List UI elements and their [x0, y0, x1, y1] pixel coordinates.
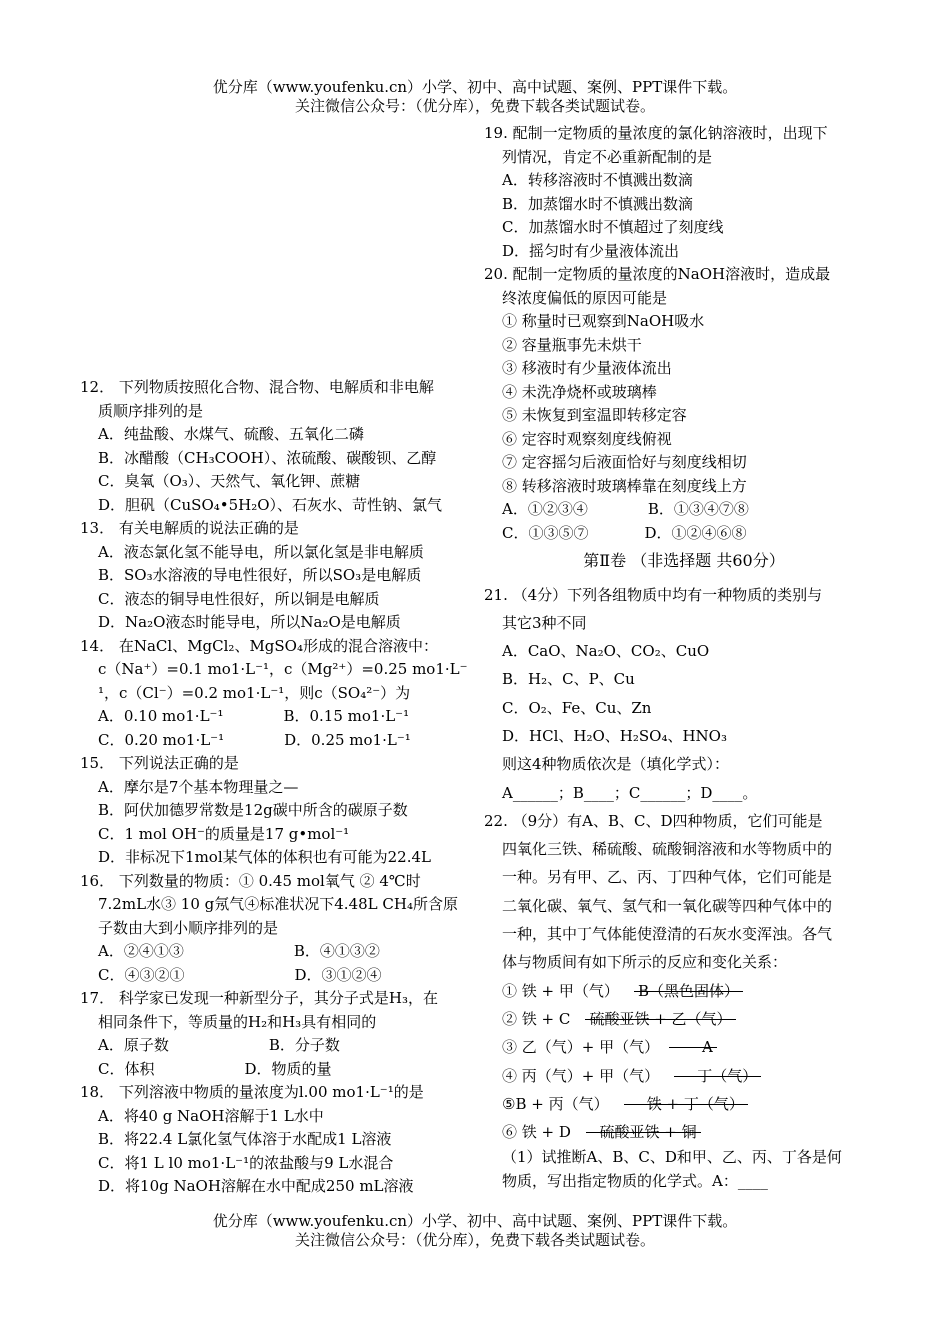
q22-stem: 22. （9分）有A、B、C、D四种物质，它们可能是: [484, 811, 823, 830]
q12-option-b: B．冰醋酸（CH₃COOH）、浓硫酸、碳酸钡、乙醇: [98, 448, 437, 467]
q22-stem-line-4: 二氧化碳、氧气、氢气和一氧化碳等四种气体中的: [502, 896, 833, 915]
reaction-3-right: A: [702, 1038, 713, 1057]
q13-option-c: C．液态的铜导电性很好，所以铜是电解质: [98, 589, 380, 608]
q13-option-a: A．液态氯化氢不能导电，所以氯化氢是非电解质: [98, 542, 424, 561]
footer-line-1: 优分库（www.youfenku.cn）小学、初中、高中试题、案例、PPT课件下载。: [212, 1212, 738, 1230]
q14-option-a: A．0.10 mo1·L⁻¹: [98, 707, 224, 725]
q21-option-c: C．O₂、Fe、Cu、Zn: [502, 698, 652, 717]
q19-option-d: D．摇匀时有少量液体流出: [502, 241, 680, 260]
q19-stem-cont: 列情况，肯定不必重新配制的是: [502, 147, 713, 166]
question-21: [484, 581, 884, 807]
q20-option-b: B．①③④⑦⑧: [647, 500, 749, 518]
q13-stem: 13． 有关电解质的说法正确的是: [80, 519, 299, 537]
q18-option-c: C．将1 L l0 mo1·L⁻¹的浓盐酸与9 L水混合: [98, 1153, 394, 1172]
q22-reaction-2: [484, 1005, 884, 1033]
question-19: [484, 122, 884, 263]
q18-option-b: B．将22.4 L氯化氢气体溶于水配成1 L溶液: [98, 1130, 392, 1148]
q14-option-b: B．0.15 mo1·L⁻¹: [283, 707, 410, 725]
q17-option-d: D．物质的量: [244, 1059, 332, 1078]
reaction-5-arrow: [628, 1090, 744, 1118]
q20-item-1: ① 称量时已观察到NaOH吸水: [502, 312, 705, 330]
reaction-3-left: ③ 乙（气）+ 甲（气）: [502, 1038, 660, 1057]
q18-option-a: A．将40 g NaOH溶解于1 L水中: [98, 1106, 324, 1125]
q18-option-d: D．将10g NaOH溶解在水中配成250 mL溶液: [98, 1177, 414, 1195]
q14-option-c: C．0.20 mo1·L⁻¹: [98, 730, 225, 749]
q17-option-c: C．体积: [98, 1059, 155, 1078]
q14-options-ab: [80, 705, 480, 729]
q20-item-3: ③ 移液时有少量液体流出: [502, 359, 672, 377]
q20-item-7: ⑦ 定容摇匀后液面恰好与刻度线相切: [502, 453, 747, 471]
q17-stem-cont: 相同条件下，等质量的H₂和H₃具有相同的: [98, 1012, 377, 1031]
q22-sub1-cont: 物质，写出指定物质的化学式。A：____: [502, 1171, 768, 1190]
q15-option-a: A．摩尔是7个基本物理量之—: [98, 777, 299, 796]
q22-reaction-3: [484, 1033, 884, 1061]
q18-stem: 18． 下列溶液中物质的量浓度为l.00 mo1·L⁻¹的是: [80, 1083, 424, 1101]
q13-option-d: D．Na₂O液态时能导电，所以Na₂O是电解质: [98, 613, 401, 631]
q22-reaction-1: [484, 977, 884, 1005]
section-2-title: 第Ⅱ卷 （非选择题 共60分）: [583, 551, 785, 570]
reaction-3-arrow: [673, 1033, 712, 1061]
q20-options-cd: [484, 522, 884, 546]
q21-prompt: 则这4种物质依次是（填化学式）：: [502, 755, 730, 774]
q21-option-a: A．CaO、Na₂O、CO₂、CuO: [502, 642, 710, 661]
q20-item-8: ⑧ 转移溶液时玻璃棒靠在刻度线上方: [502, 476, 747, 495]
q22-reaction-6: [484, 1118, 884, 1146]
q22-stem-line-2: 四氧化三铁、稀硫酸、硫酸铜溶液和水等物质中的: [502, 840, 833, 859]
reaction-6-right: 硫酸亚铁 + 铜: [599, 1123, 697, 1142]
reaction-1-arrow: [638, 977, 739, 1005]
q20-stem: 20. 配制一定物质的量浓度的NaOH溶液时，造成最: [484, 265, 831, 283]
q19-option-c: C．加蒸馏水时不慎超过了刻度线: [502, 218, 724, 236]
q20-stem-cont: 终浓度偏低的原因可能是: [502, 288, 668, 307]
footer-line-2: 关注微信公众号：（优分库），免费下载各类试题试卷。: [294, 1231, 655, 1249]
q16-options-ab: [80, 940, 480, 964]
question-15: [80, 752, 480, 870]
q22-sub1: （1）试推断A、B、C、D和甲、乙、丙、丁各是何: [502, 1148, 842, 1167]
question-17: [80, 987, 480, 1081]
q21-stem-cont: 其它3种不同: [502, 613, 587, 632]
reaction-4-left: ④ 丙（气）+ 甲（气）: [502, 1066, 660, 1085]
q17-option-a: A．原子数: [98, 1036, 169, 1054]
q20-option-c: C．①③⑤⑦: [502, 523, 589, 542]
page-header: [0, 78, 950, 116]
q12-stem-cont: 质顺序排列的是: [98, 401, 204, 420]
q12-option-c: C．臭氧（O₃）、天然气、氧化钾、蔗糖: [98, 472, 361, 490]
q20-item-5: ⑤ 未恢复到室温即转移定容: [502, 406, 687, 424]
question-20: [484, 263, 884, 545]
q19-stem: 19. 配制一定物质的量浓度的氯化钠溶液时，出现下: [484, 124, 828, 142]
q19-option-b: B．加蒸馏水时不慎溅出数滴: [502, 194, 694, 213]
question-12: [80, 376, 480, 517]
reaction-1-right: B（黑色固体）: [637, 981, 739, 1000]
q16-stem-cont: 7.2mL水③ 10 g氖气④标准状况下4.48L CH₄所含原: [98, 895, 458, 913]
q14-stem-cont: c（Na⁺）=0.1 mo1·L⁻¹，c（Mg²⁺）=0.25 mo1·L⁻: [98, 660, 468, 678]
q19-option-a: A．转移溶液时不慎溅出数滴: [502, 171, 693, 189]
reaction-2-arrow: [589, 1005, 731, 1033]
reaction-4-arrow: [678, 1062, 757, 1090]
q17-option-b: B．分子数: [268, 1036, 340, 1054]
reaction-4-right: 丁（气）: [697, 1066, 758, 1085]
question-22: [484, 807, 884, 1194]
question-13: [80, 517, 480, 635]
q17-stem: 17． 科学家已发现一种新型分子，其分子式是H₃，在: [80, 989, 438, 1007]
q13-option-b: B．SO₃水溶液的导电性很好，所以SO₃是电解质: [98, 566, 422, 584]
q17-options-ab: [80, 1034, 480, 1058]
left-column: [80, 376, 480, 1199]
q12-option-d: D．胆矾（CuSO₄•5H₂O）、石灰水、苛性钠、氯气: [98, 495, 443, 514]
q17-options-cd: [80, 1058, 480, 1082]
q12-option-a: A．纯盐酸、水煤气、硫酸、五氧化二磷: [98, 425, 364, 443]
q22-stem-line-6: 体与物质间有如下所示的反应和变化关系：: [502, 953, 788, 972]
q15-option-b: B．阿伏加德罗常数是12g碳中所含的碳原子数: [98, 801, 408, 819]
header-line-2: 关注微信公众号：（优分库），免费下载各类试题试卷。: [294, 97, 655, 115]
q15-option-d: D．非标况下1mol某气体的体积也有可能为22.4L: [98, 848, 431, 866]
q22-reaction-4: [484, 1062, 884, 1090]
q16-stem-cont-2: 子数由大到小顺序排列的是: [98, 918, 279, 937]
q16-stem: 16． 下列数量的物质：① 0.45 mol氧气 ② 4℃时: [80, 871, 421, 890]
reaction-2-right: 硫酸亚铁 + 乙（气）: [589, 1009, 732, 1028]
q14-option-d: D．0.25 mo1·L⁻¹: [284, 730, 411, 749]
reaction-1-left: ① 铁 + 甲（气）: [502, 981, 619, 1000]
q21-option-d: D．HCl、H₂O、H₂SO₄、HNO₃: [502, 726, 727, 745]
reaction-5-right: 铁 + 丁（气）: [646, 1094, 744, 1113]
reaction-2-left: ② 铁 + C: [502, 1009, 571, 1028]
q20-option-a: A．①②③④: [502, 500, 588, 518]
q14-stem: 14． 在NaCl、MgCl₂、MgSO₄形成的混合溶液中：: [80, 636, 438, 655]
right-column: [484, 122, 884, 1193]
q21-stem: 21. （4分）下列各组物质中均有一种物质的类别与: [484, 585, 823, 604]
q20-option-d: D．①②④⑥⑧: [644, 523, 747, 542]
page-footer: [0, 1212, 950, 1250]
q16-option-d: D．③①②④: [294, 965, 382, 984]
q21-answer-blanks: A______；B____；C______；D____。: [502, 783, 758, 802]
question-14: [80, 635, 480, 753]
q15-option-c: C．1 mol OH⁻的质量是17 g•mol⁻¹: [98, 824, 350, 843]
q20-item-6: ⑥ 定容时观察刻度线俯视: [502, 429, 672, 448]
q22-reaction-5: [484, 1090, 884, 1118]
question-18: [80, 1081, 480, 1199]
q12-stem: 12． 下列物质按照化合物、混合物、电解质和非电解: [80, 378, 434, 396]
q16-option-b: B．④①③②: [293, 942, 380, 960]
reaction-5-left: ⑤B + 丙（气）: [502, 1094, 609, 1113]
q22-stem-line-5: 一种，其中丁气体能使澄清的石灰水变浑浊。各气: [502, 925, 833, 944]
question-16: [80, 870, 480, 988]
q22-stem-line-3: 一种。另有甲、乙、丙、丁四种气体，它们可能是: [502, 868, 833, 887]
q16-options-cd: [80, 964, 480, 988]
q20-item-2: ② 容量瓶事先未烘干: [502, 335, 642, 354]
q16-option-a: A．②④①③: [98, 942, 184, 960]
header-line-1: 优分库（www.youfenku.cn）小学、初中、高中试题、案例、PPT课件下载。: [212, 78, 738, 96]
q15-stem: 15． 下列说法正确的是: [80, 754, 239, 772]
q14-stem-cont-2: ¹，c（Cl⁻）=0.2 mo1·L⁻¹，则c（SO₄²⁻）为: [98, 683, 411, 702]
q20-options-ab: [484, 498, 884, 522]
q16-option-c: C．④③②①: [98, 965, 185, 984]
q20-item-4: ④ 未洗净烧杯或玻璃棒: [502, 382, 657, 401]
q21-option-b: B．H₂、C、P、Cu: [502, 670, 635, 689]
q14-options-cd: [80, 729, 480, 753]
reaction-6-left: ⑥ 铁 + D: [502, 1123, 571, 1142]
reaction-6-arrow: [590, 1118, 697, 1146]
